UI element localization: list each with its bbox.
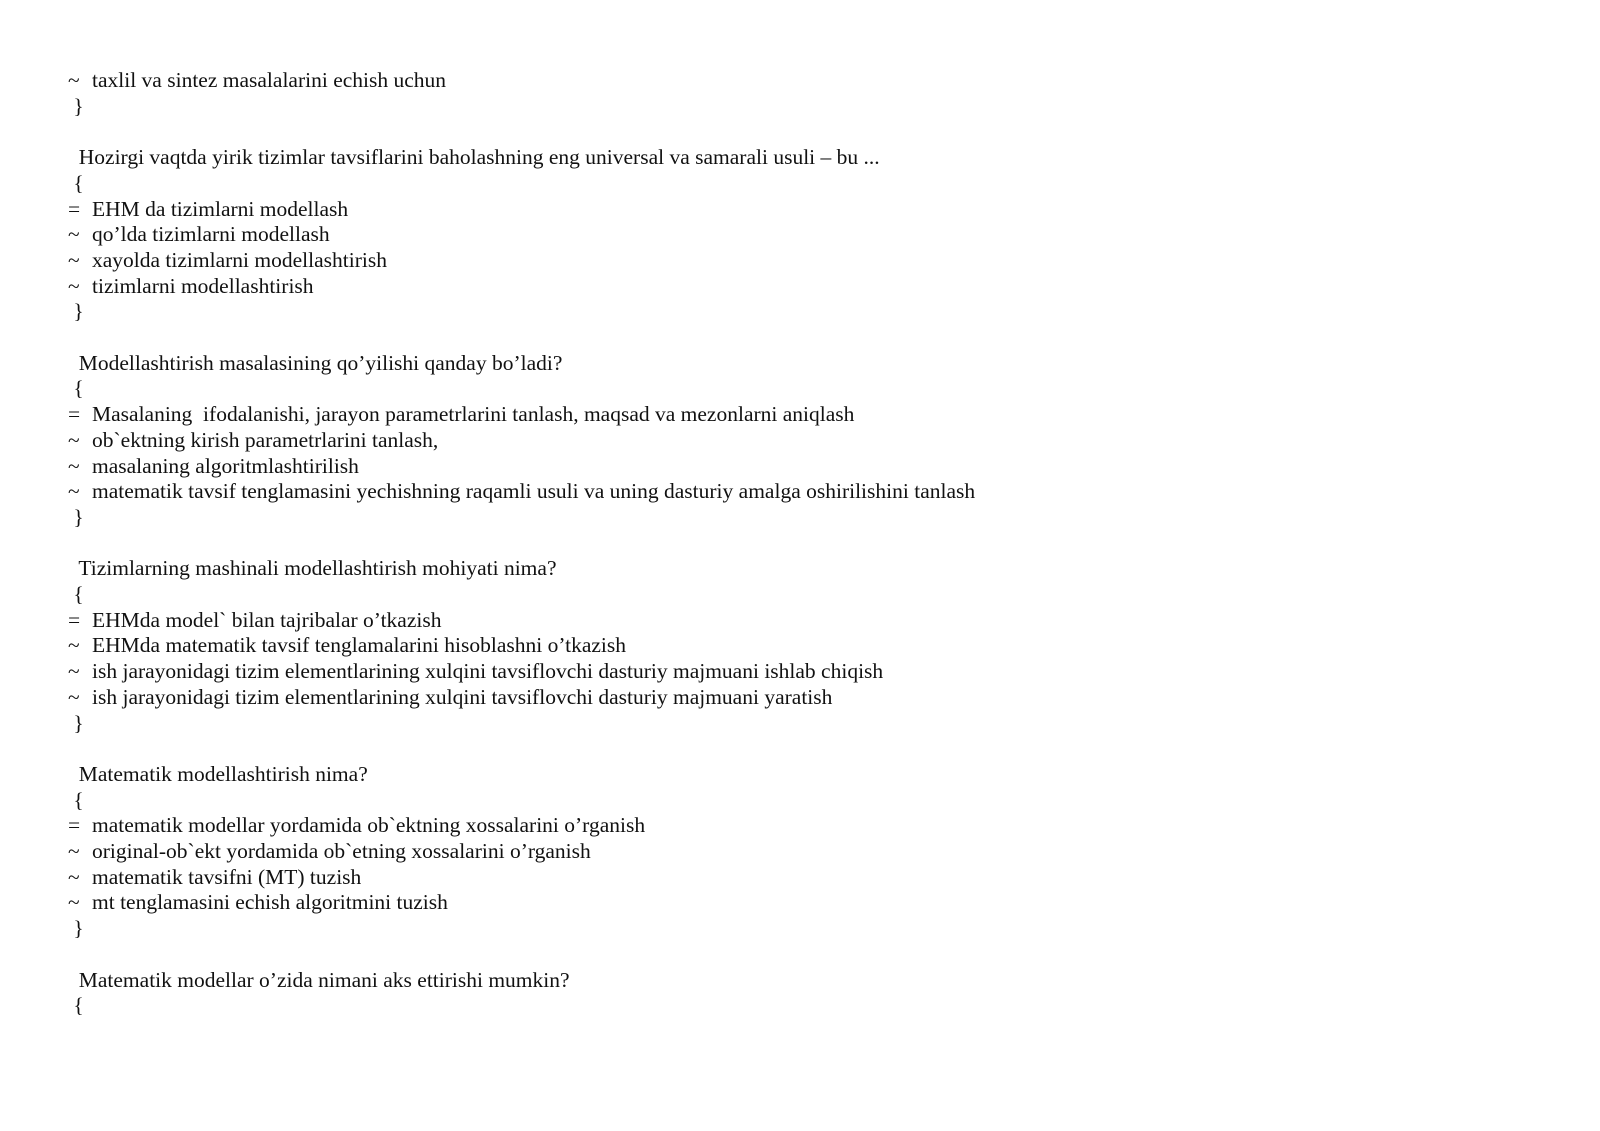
answer-marker: = [68, 196, 81, 221]
answer-option-line [68, 658, 883, 684]
answer-marker: ~ [68, 864, 80, 889]
line-text: Matematik modellar o’zida nimani aks ettirishi mumkin? [68, 967, 570, 992]
line-text: EHMda model` bilan tajribalar o’tkazish [92, 607, 442, 632]
answer-marker: = [68, 813, 81, 838]
line-text: ish jarayonidagi tizim elementlarining xulqini tavsiflovchi dasturiy majmuani yaratish [92, 684, 833, 709]
line-text: matematik tavsif tenglamasini yechishning raqamli usuli va uning dasturiy amalga oshirilishini tanlash [92, 479, 976, 504]
answer-marker: = [68, 607, 81, 632]
answer-option-line [68, 273, 314, 299]
line-text: } [68, 916, 84, 941]
line-text: ob`ektning kirish parametrlarini tanlash, [92, 427, 439, 452]
brace-line [68, 93, 84, 119]
answer-marker: ~ [68, 890, 80, 915]
line-text: } [68, 299, 84, 324]
line-text: masalaning algoritmlashtirilish [92, 453, 359, 478]
line-text: xayolda tizimlarni modellashtirish [92, 247, 387, 272]
correct-answer-line [68, 812, 645, 838]
line-text: Masalaning ifodalanishi, jarayon parametrlarini tanlash, maqsad va mezonlarni aniqlash [92, 402, 855, 427]
line-text: Hozirgi vaqtda yirik tizimlar tavsiflarini baholashning eng universal va samarali usuli – bu ... [68, 145, 880, 170]
question-line [68, 967, 570, 993]
brace-line [68, 298, 84, 324]
line-text: Matematik modellashtirish nima? [68, 761, 368, 786]
line-text: tizimlarni modellashtirish [92, 273, 314, 298]
answer-option-line [68, 453, 359, 479]
answer-option-line [68, 221, 330, 247]
answer-marker: ~ [68, 247, 80, 272]
answer-marker: ~ [68, 684, 80, 709]
answer-marker: ~ [68, 659, 80, 684]
answer-option-line [68, 427, 438, 453]
line-text: { [68, 582, 84, 606]
answer-option-line [68, 684, 832, 710]
line-text: Tizimlarning mashinali modellashtirish mohiyati nima? [68, 556, 557, 581]
question-line [68, 144, 880, 170]
line-text: { [68, 993, 84, 1018]
correct-answer-line [68, 196, 348, 222]
brace-line [68, 504, 84, 530]
answer-option-line [68, 247, 387, 273]
answer-option-line [68, 67, 446, 93]
line-text: { [68, 170, 84, 195]
correct-answer-line [68, 401, 854, 427]
line-text: taxlil va sintez masalalarini echish uchun [92, 68, 447, 92]
answer-option-line [68, 864, 361, 890]
answer-option-line [68, 838, 591, 864]
brace-line [68, 710, 84, 736]
line-text: ish jarayonidagi tizim elementlarining xulqini tavsiflovchi dasturiy majmuani ishlab chiqish [92, 659, 884, 684]
question-line [68, 555, 557, 581]
answer-option-line [68, 478, 975, 504]
line-text: EHMda matematik tavsif tenglamalarini hisoblashni o’tkazish [92, 633, 626, 658]
answer-marker: ~ [68, 839, 80, 863]
answer-marker: ~ [68, 633, 80, 658]
brace-line [68, 581, 84, 607]
answer-marker: ~ [68, 453, 80, 478]
line-text: EHM da tizimlarni modellash [92, 196, 349, 221]
answer-marker: ~ [68, 68, 80, 92]
line-text: { [68, 787, 84, 812]
brace-line [68, 992, 84, 1018]
line-text: matematik modellar yordamida ob`ektning xossalarini o’rganish [92, 813, 646, 838]
line-text: matematik tavsifni (MT) tuzish [92, 864, 362, 889]
line-text: } [68, 504, 84, 529]
line-text: } [68, 710, 84, 735]
brace-line [68, 170, 84, 196]
answer-marker: ~ [68, 427, 80, 452]
line-text: mt tenglamasini echish algoritmini tuzish [92, 890, 448, 915]
brace-line [68, 375, 84, 401]
line-text: } [68, 93, 84, 118]
line-text: original-ob`ekt yordamida ob`etning xossalarini o’rganish [92, 839, 591, 863]
answer-marker: = [68, 402, 81, 427]
answer-marker: ~ [68, 273, 80, 298]
line-text: qo’lda tizimlarni modellash [92, 222, 330, 247]
answer-marker: ~ [68, 222, 80, 247]
correct-answer-line [68, 607, 441, 633]
line-text: { [68, 376, 84, 401]
answer-marker: ~ [68, 479, 80, 504]
question-line [68, 350, 562, 376]
brace-line [68, 787, 84, 813]
line-text: Modellashtirish masalasining qo’yilishi qanday bo’ladi? [68, 350, 563, 375]
answer-option-line [68, 889, 448, 915]
question-line [68, 761, 368, 787]
answer-option-line [68, 632, 626, 658]
brace-line [68, 915, 84, 941]
